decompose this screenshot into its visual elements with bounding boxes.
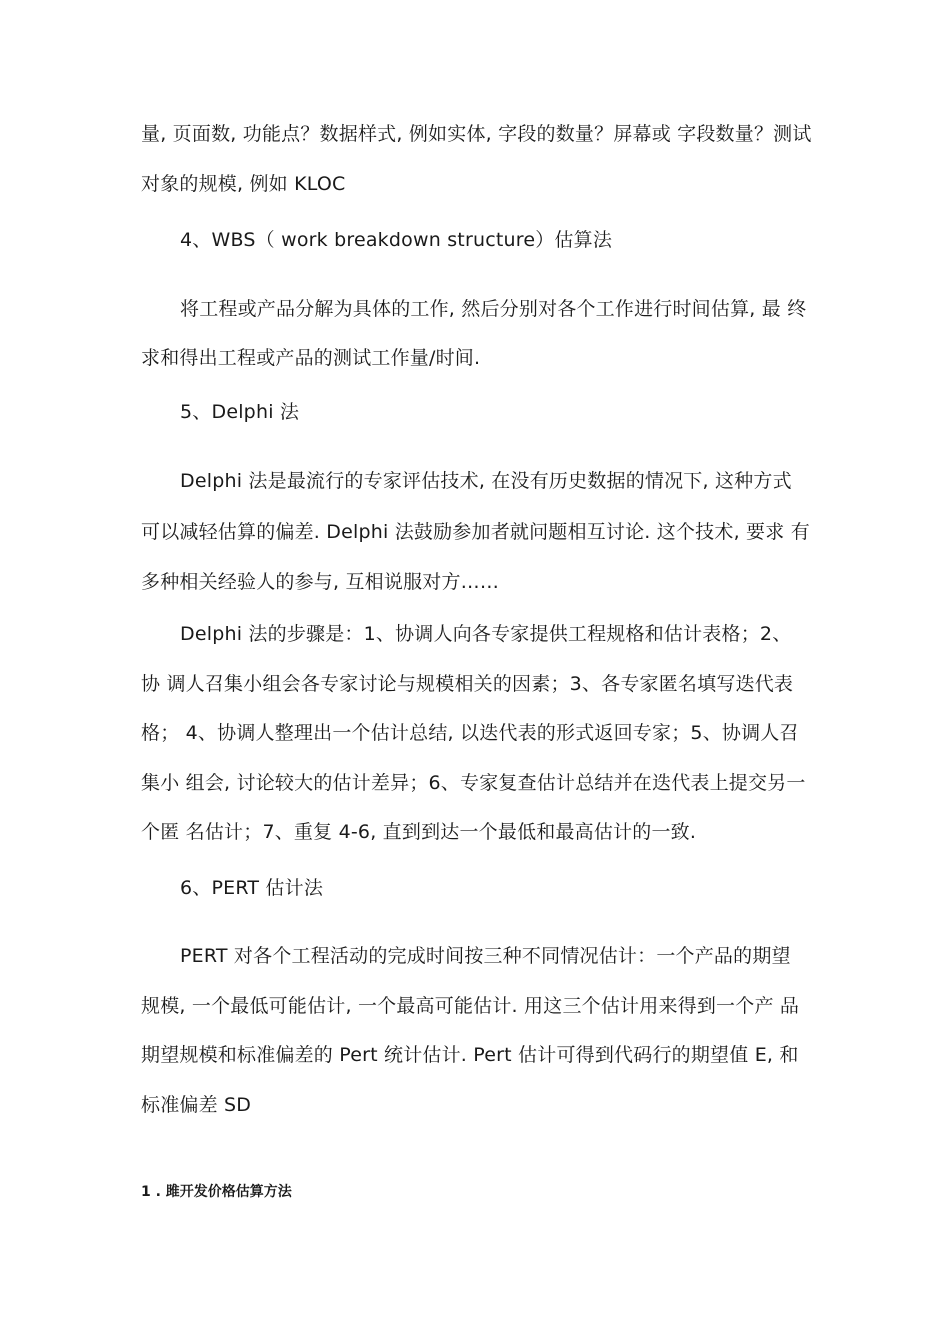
text-line: Delphi 法是最流行的专家评估技术, 在没有历史数据的情况下, 这种方式 [180,470,792,492]
text-line: 规模, 一个最低可能估计, 一个最高可能估计. 用这三个估计用来得到一个产 品 [141,995,800,1017]
text-line: Delphi 法的步骤是：1、协调人向各专家提供工程规格和估计表格；2、 [180,623,792,645]
section-heading-delphi: 5、Delphi 法 [180,401,300,423]
section-heading-pert: 6、PERT 估计法 [180,877,324,899]
text-line: 标准偏差 SD [141,1094,252,1116]
text-line: 将工程或产品分解为具体的工作, 然后分别对各个工作进行时间估算, 最 终 [180,298,807,320]
text-line: 可以减轻估算的偏差. Delphi 法鼓励参加者就问题相互讨论. 这个技术, 要求 有 [141,521,810,543]
text-line: 个匿 名估计；7、重复 4-6, 直到到达一个最低和最高估计的一致. [141,821,697,843]
text-line: 格； 4、协调人整理出一个估计总结, 以迭代表的形式返回专家；5、协调人召 [141,722,799,744]
text-line: 协 调人召集小组会各专家讨论与规模相关的因素；3、各专家匿名填写迭代表 [141,673,794,695]
text-line: 多种相关经验人的参与, 互相说服对方…… [141,571,500,593]
text-line: PERT 对各个工程活动的完成时间按三种不同情况估计：一个产品的期望 [180,945,791,967]
text-line: 求和得出工程或产品的测试工作量/时间. [141,347,481,369]
text-line: 期望规模和标准偏差的 Pert 统计估计. Pert 估计可得到代码行的期望值 E, 和 [141,1044,799,1066]
text-line: 对象的规模, 例如 KLOC [141,173,346,195]
section-heading-wbs: 4、WBS（ work breakdown structure）估算法 [180,229,613,251]
footer-section-heading: 1 . 雎开发价格估算方法 [141,1184,292,1200]
text-line: 集小 组会, 讨论较大的估计差异；6、专家复查估计总结并在迭代表上提交另一 [141,772,806,794]
text-line: 量, 页面数, 功能点？数据样式, 例如实体, 字段的数量？屏幕或 字段数量？测试 [141,123,812,145]
